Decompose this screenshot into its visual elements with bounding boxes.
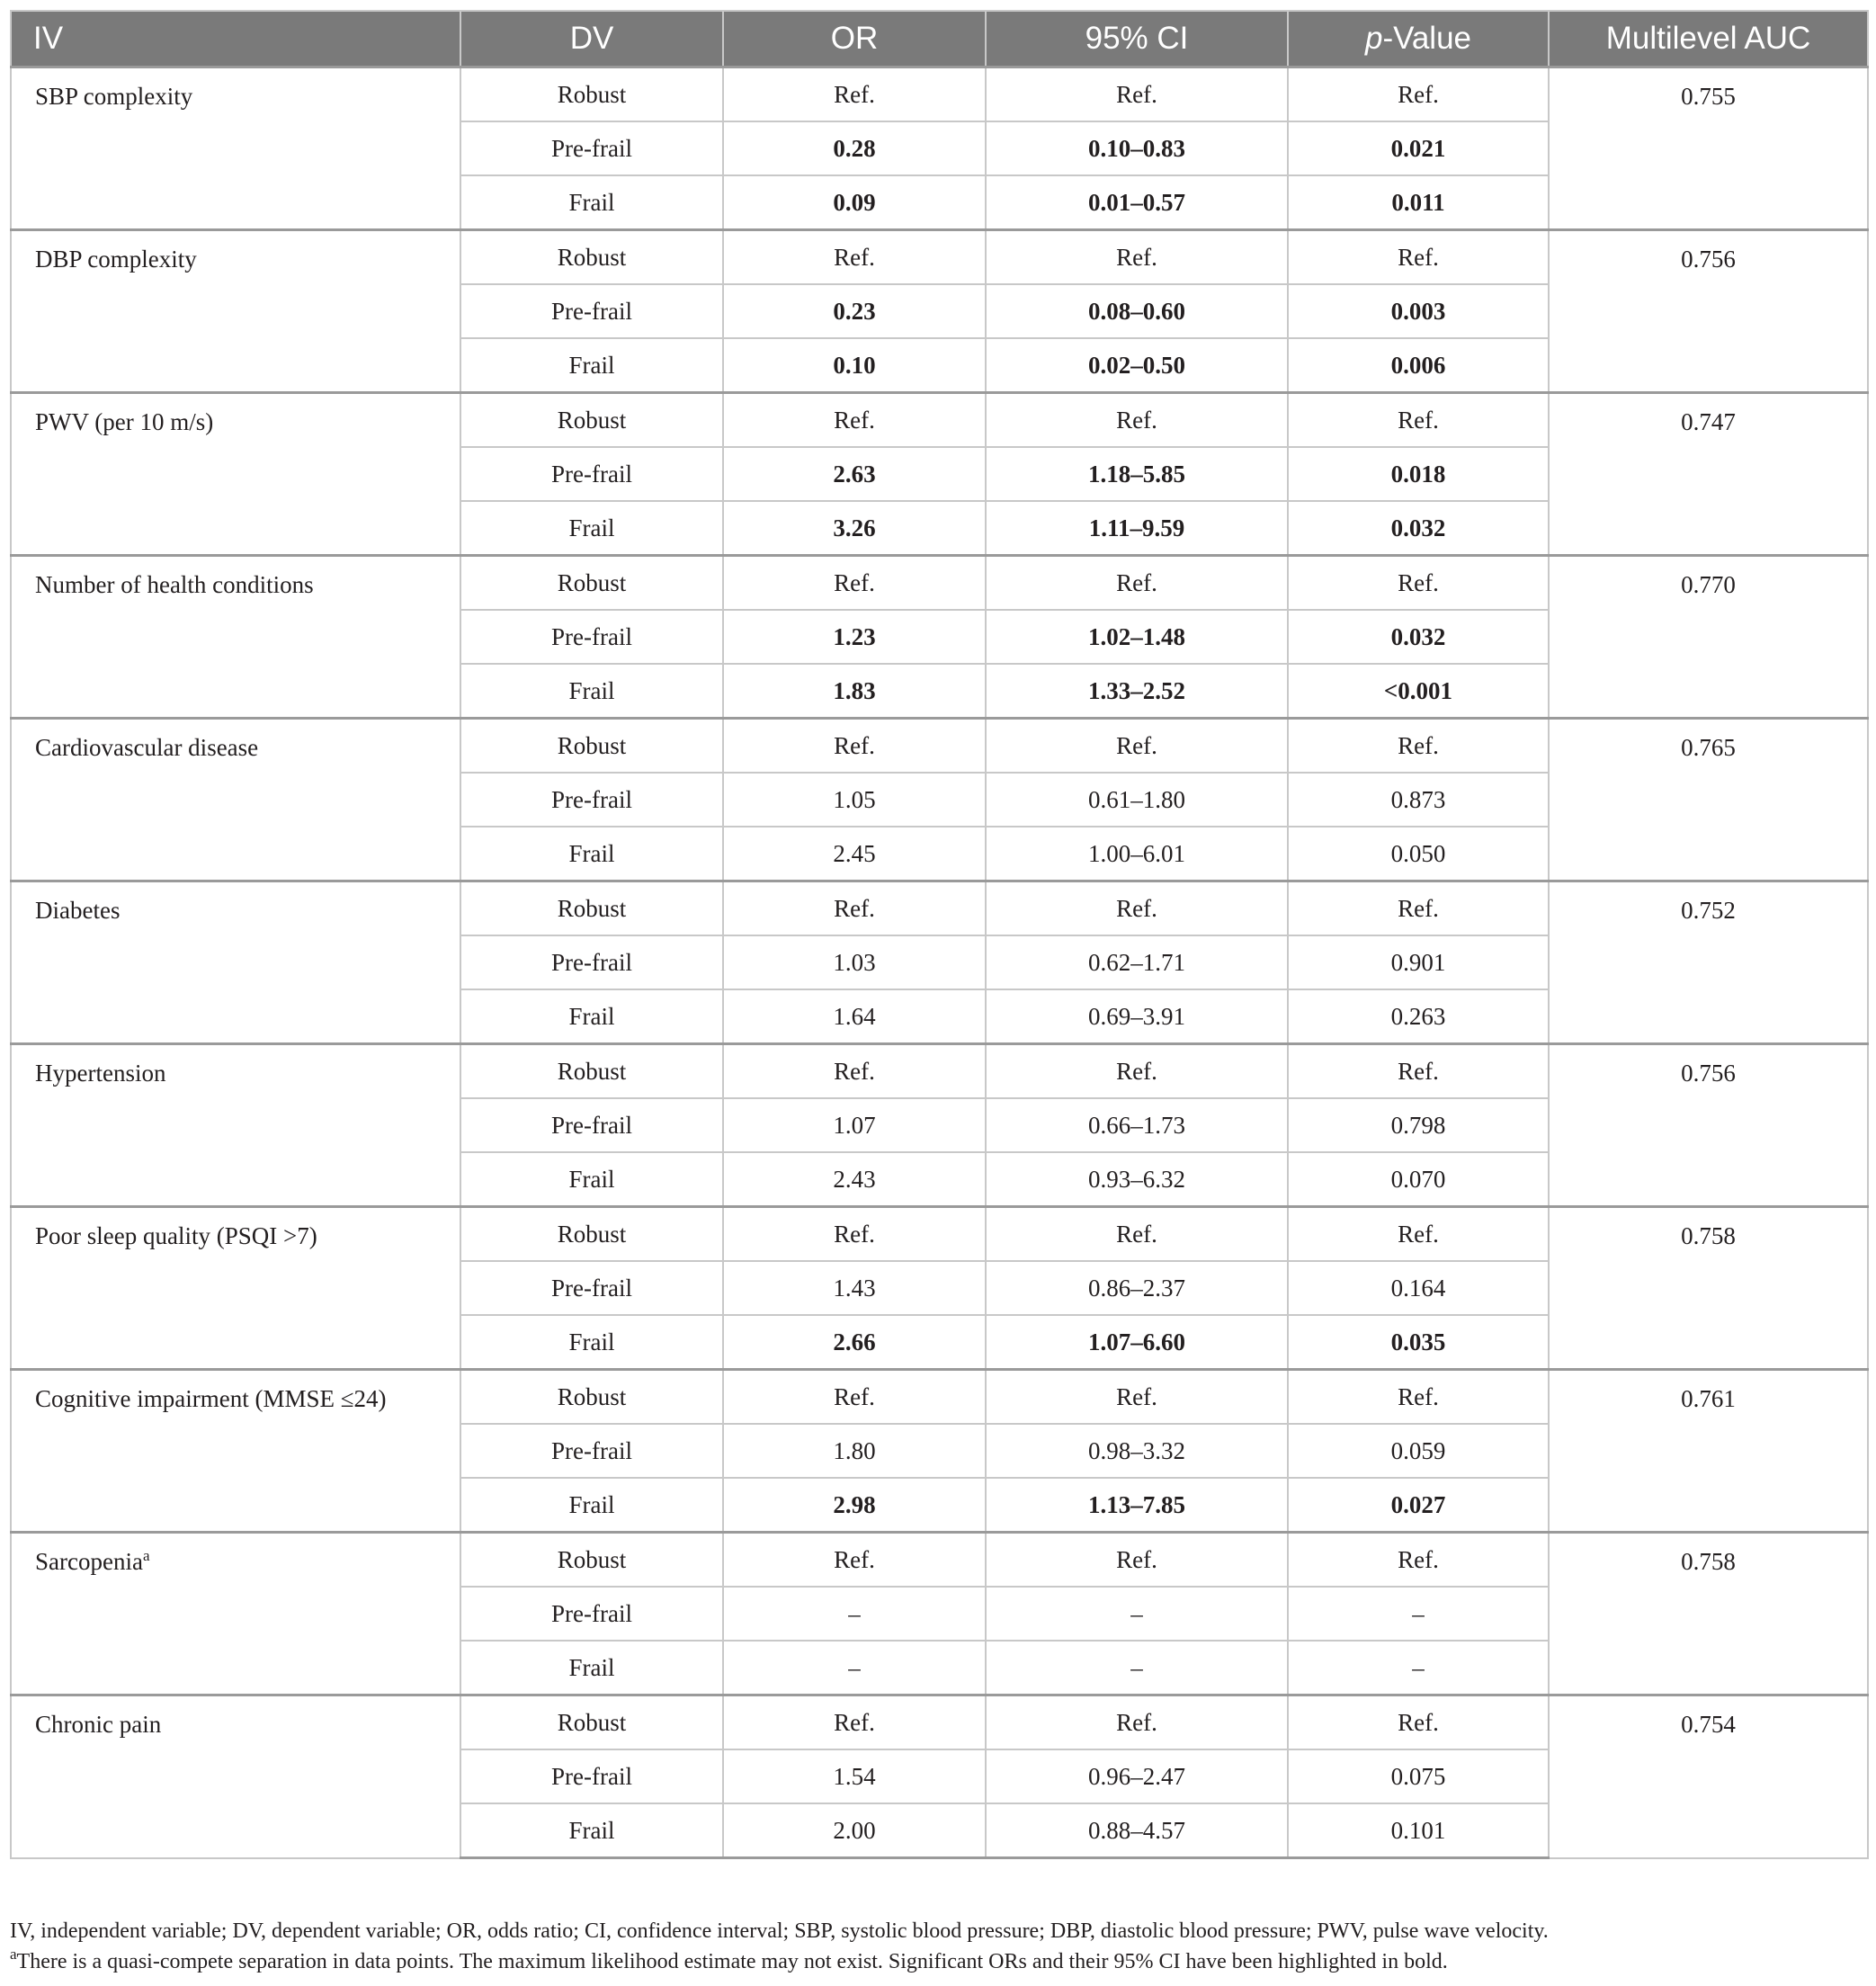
dv-cell: Frail <box>460 1152 723 1207</box>
auc-cell: 0.756 <box>1549 1044 1868 1207</box>
ci-cell: Ref. <box>986 230 1288 285</box>
iv-label: Cardiovascular disease <box>35 734 259 761</box>
or-cell: Ref. <box>723 393 986 448</box>
or-cell: Ref. <box>723 1695 986 1750</box>
iv-label: Poor sleep quality (PSQI >7) <box>35 1222 317 1249</box>
iv-cell <box>11 1695 460 1858</box>
ci-cell: 1.13–7.85 <box>986 1478 1288 1533</box>
pvalue-cell: Ref. <box>1288 1533 1549 1588</box>
header-pvalue-rest: -Value <box>1382 21 1472 56</box>
ci-cell: 0.86–2.37 <box>986 1261 1288 1315</box>
dv-cell: Frail <box>460 827 723 881</box>
or-cell: 1.83 <box>723 664 986 719</box>
ci-cell: 0.10–0.83 <box>986 121 1288 175</box>
dv-cell: Frail <box>460 989 723 1044</box>
header-or: OR <box>723 11 986 67</box>
pvalue-cell: 0.164 <box>1288 1261 1549 1315</box>
table-row <box>11 230 1868 285</box>
iv-cell <box>11 67 460 230</box>
dv-cell: Frail <box>460 338 723 393</box>
or-cell: 2.00 <box>723 1803 986 1858</box>
auc-cell: 0.770 <box>1549 556 1868 719</box>
header-auc: Multilevel AUC <box>1549 11 1868 67</box>
or-cell: 2.43 <box>723 1152 986 1207</box>
or-cell: 3.26 <box>723 501 986 556</box>
or-cell: 1.23 <box>723 610 986 664</box>
ci-cell: 1.18–5.85 <box>986 447 1288 501</box>
ci-cell: – <box>986 1587 1288 1641</box>
or-cell: 1.64 <box>723 989 986 1044</box>
ci-cell: 0.08–0.60 <box>986 284 1288 338</box>
pvalue-cell: 0.873 <box>1288 773 1549 827</box>
pvalue-cell: 0.021 <box>1288 121 1549 175</box>
header-row <box>11 11 1868 67</box>
or-cell: 0.23 <box>723 284 986 338</box>
dv-cell: Robust <box>460 719 723 774</box>
iv-label: Hypertension <box>35 1060 166 1087</box>
or-cell: – <box>723 1587 986 1641</box>
pvalue-cell: 0.032 <box>1288 501 1549 556</box>
or-cell: Ref. <box>723 881 986 936</box>
or-cell: 2.45 <box>723 827 986 881</box>
ci-cell: Ref. <box>986 556 1288 611</box>
header-iv: IV <box>11 11 460 67</box>
or-cell: 0.10 <box>723 338 986 393</box>
table-row <box>11 556 1868 611</box>
or-cell: 2.66 <box>723 1315 986 1370</box>
ci-cell: 0.61–1.80 <box>986 773 1288 827</box>
or-cell: Ref. <box>723 67 986 122</box>
iv-label: Cognitive impairment (MMSE ≤24) <box>35 1385 387 1412</box>
or-cell: 1.43 <box>723 1261 986 1315</box>
ci-cell: 0.96–2.47 <box>986 1749 1288 1803</box>
ci-cell: 0.93–6.32 <box>986 1152 1288 1207</box>
pvalue-cell: – <box>1288 1641 1549 1695</box>
table-row <box>11 1370 1868 1425</box>
table-row <box>11 881 1868 936</box>
regression-table-container <box>10 10 1867 1859</box>
ci-cell: 0.88–4.57 <box>986 1803 1288 1858</box>
pvalue-cell: 0.018 <box>1288 447 1549 501</box>
dv-cell: Pre-frail <box>460 447 723 501</box>
iv-cell <box>11 1207 460 1370</box>
dv-cell: Pre-frail <box>460 1098 723 1152</box>
auc-cell: 0.758 <box>1549 1207 1868 1370</box>
table-row <box>11 719 1868 774</box>
pvalue-cell: 0.798 <box>1288 1098 1549 1152</box>
dv-cell: Pre-frail <box>460 121 723 175</box>
dv-cell: Pre-frail <box>460 935 723 989</box>
ci-cell: 0.02–0.50 <box>986 338 1288 393</box>
ci-cell: Ref. <box>986 1370 1288 1425</box>
or-cell: 1.07 <box>723 1098 986 1152</box>
header-ci: 95% CI <box>986 11 1288 67</box>
dv-cell: Robust <box>460 230 723 285</box>
pvalue-cell: 0.006 <box>1288 338 1549 393</box>
dv-cell: Robust <box>460 881 723 936</box>
dv-cell: Robust <box>460 1044 723 1099</box>
ci-cell: Ref. <box>986 393 1288 448</box>
pvalue-cell: 0.901 <box>1288 935 1549 989</box>
table-body <box>11 67 1868 1858</box>
pvalue-cell: Ref. <box>1288 67 1549 122</box>
header-pvalue-italic: p <box>1364 21 1383 56</box>
ci-cell: Ref. <box>986 1207 1288 1262</box>
pvalue-cell: Ref. <box>1288 1207 1549 1262</box>
dv-cell: Pre-frail <box>460 1749 723 1803</box>
ci-cell: 0.66–1.73 <box>986 1098 1288 1152</box>
table-row <box>11 1207 1868 1262</box>
auc-cell: 0.756 <box>1549 230 1868 393</box>
iv-cell <box>11 1533 460 1695</box>
table-row <box>11 1533 1868 1588</box>
or-cell: 2.63 <box>723 447 986 501</box>
table-header <box>11 11 1868 67</box>
dv-cell: Pre-frail <box>460 1587 723 1641</box>
dv-cell: Pre-frail <box>460 1424 723 1478</box>
pvalue-cell: 0.027 <box>1288 1478 1549 1533</box>
iv-label: Sarcopenia <box>35 1548 143 1575</box>
iv-footnote-marker: a <box>142 1547 150 1564</box>
footnote-abbreviations: IV, independent variable; DV, dependent variable; OR, odds ratio; CI, confidence interval; SBP, systolic blood pressure; DBP, diastolic blood pressure; PWV, pulse wave velocity. <box>10 1919 1549 1943</box>
iv-cell <box>11 719 460 881</box>
ci-cell: 1.02–1.48 <box>986 610 1288 664</box>
table-row <box>11 1695 1868 1750</box>
iv-cell <box>11 1370 460 1533</box>
footnotes <box>10 1916 1867 1977</box>
pvalue-cell: Ref. <box>1288 1695 1549 1750</box>
or-cell: Ref. <box>723 556 986 611</box>
ci-cell: 1.11–9.59 <box>986 501 1288 556</box>
auc-cell: 0.754 <box>1549 1695 1868 1858</box>
ci-cell: Ref. <box>986 1533 1288 1588</box>
or-cell: 1.03 <box>723 935 986 989</box>
iv-label: Chronic pain <box>35 1711 162 1738</box>
or-cell: Ref. <box>723 1370 986 1425</box>
regression-table <box>10 10 1869 1859</box>
table-row <box>11 393 1868 448</box>
iv-cell <box>11 1044 460 1207</box>
footnote-note <box>10 1946 1867 1977</box>
dv-cell: Pre-frail <box>460 284 723 338</box>
ci-cell: 1.33–2.52 <box>986 664 1288 719</box>
dv-cell: Frail <box>460 1478 723 1533</box>
ci-cell: Ref. <box>986 1044 1288 1099</box>
dv-cell: Frail <box>460 664 723 719</box>
pvalue-cell: 0.003 <box>1288 284 1549 338</box>
or-cell: Ref. <box>723 1207 986 1262</box>
iv-cell <box>11 881 460 1044</box>
dv-cell: Pre-frail <box>460 610 723 664</box>
pvalue-cell: Ref. <box>1288 393 1549 448</box>
pvalue-cell: Ref. <box>1288 556 1549 611</box>
pvalue-cell: <0.001 <box>1288 664 1549 719</box>
dv-cell: Frail <box>460 501 723 556</box>
ci-cell: 0.98–3.32 <box>986 1424 1288 1478</box>
or-cell: 1.80 <box>723 1424 986 1478</box>
table-row <box>11 67 1868 122</box>
pvalue-cell: 0.263 <box>1288 989 1549 1044</box>
ci-cell: 0.01–0.57 <box>986 175 1288 230</box>
ci-cell: 1.00–6.01 <box>986 827 1288 881</box>
auc-cell: 0.758 <box>1549 1533 1868 1695</box>
auc-cell: 0.755 <box>1549 67 1868 230</box>
pvalue-cell: 0.075 <box>1288 1749 1549 1803</box>
dv-cell: Frail <box>460 1641 723 1695</box>
header-pvalue <box>1288 11 1549 67</box>
dv-cell: Robust <box>460 1370 723 1425</box>
or-cell: 1.05 <box>723 773 986 827</box>
pvalue-cell: Ref. <box>1288 719 1549 774</box>
footnote-marker: a <box>10 1946 17 1963</box>
auc-cell: 0.747 <box>1549 393 1868 556</box>
dv-cell: Robust <box>460 1533 723 1588</box>
pvalue-cell: Ref. <box>1288 1044 1549 1099</box>
or-cell: 1.54 <box>723 1749 986 1803</box>
auc-cell: 0.765 <box>1549 719 1868 881</box>
or-cell: Ref. <box>723 719 986 774</box>
pvalue-cell: 0.101 <box>1288 1803 1549 1858</box>
iv-label: PWV (per 10 m/s) <box>35 408 214 435</box>
or-cell: 0.09 <box>723 175 986 230</box>
dv-cell: Robust <box>460 1695 723 1750</box>
header-dv: DV <box>460 11 723 67</box>
ci-cell: Ref. <box>986 67 1288 122</box>
iv-cell <box>11 393 460 556</box>
auc-cell: 0.761 <box>1549 1370 1868 1533</box>
iv-cell <box>11 230 460 393</box>
dv-cell: Frail <box>460 175 723 230</box>
ci-cell: Ref. <box>986 881 1288 936</box>
pvalue-cell: Ref. <box>1288 881 1549 936</box>
auc-cell: 0.752 <box>1549 881 1868 1044</box>
or-cell: Ref. <box>723 230 986 285</box>
pvalue-cell: – <box>1288 1587 1549 1641</box>
dv-cell: Robust <box>460 556 723 611</box>
pvalue-cell: 0.070 <box>1288 1152 1549 1207</box>
pvalue-cell: 0.059 <box>1288 1424 1549 1478</box>
ci-cell: 0.62–1.71 <box>986 935 1288 989</box>
dv-cell: Frail <box>460 1315 723 1370</box>
dv-cell: Frail <box>460 1803 723 1858</box>
table-row <box>11 1044 1868 1099</box>
iv-label: Number of health conditions <box>35 571 314 598</box>
or-cell: 0.28 <box>723 121 986 175</box>
pvalue-cell: Ref. <box>1288 1370 1549 1425</box>
pvalue-cell: 0.011 <box>1288 175 1549 230</box>
or-cell: Ref. <box>723 1533 986 1588</box>
dv-cell: Robust <box>460 67 723 122</box>
or-cell: 2.98 <box>723 1478 986 1533</box>
dv-cell: Pre-frail <box>460 773 723 827</box>
pvalue-cell: 0.035 <box>1288 1315 1549 1370</box>
dv-cell: Robust <box>460 393 723 448</box>
dv-cell: Pre-frail <box>460 1261 723 1315</box>
or-cell: Ref. <box>723 1044 986 1099</box>
ci-cell: 1.07–6.60 <box>986 1315 1288 1370</box>
ci-cell: Ref. <box>986 719 1288 774</box>
iv-label: Diabetes <box>35 897 121 924</box>
iv-cell <box>11 556 460 719</box>
or-cell: – <box>723 1641 986 1695</box>
iv-label: SBP complexity <box>35 83 193 110</box>
ci-cell: – <box>986 1641 1288 1695</box>
dv-cell: Robust <box>460 1207 723 1262</box>
footnote-note-text: There is a quasi-compete separation in data points. The maximum likelihood estimate may not exist. Significant ORs and their 95% CI have been highlighted in bold. <box>16 1950 1448 1973</box>
ci-cell: 0.69–3.91 <box>986 989 1288 1044</box>
pvalue-cell: 0.050 <box>1288 827 1549 881</box>
pvalue-cell: 0.032 <box>1288 610 1549 664</box>
ci-cell: Ref. <box>986 1695 1288 1750</box>
iv-label: DBP complexity <box>35 246 197 273</box>
pvalue-cell: Ref. <box>1288 230 1549 285</box>
